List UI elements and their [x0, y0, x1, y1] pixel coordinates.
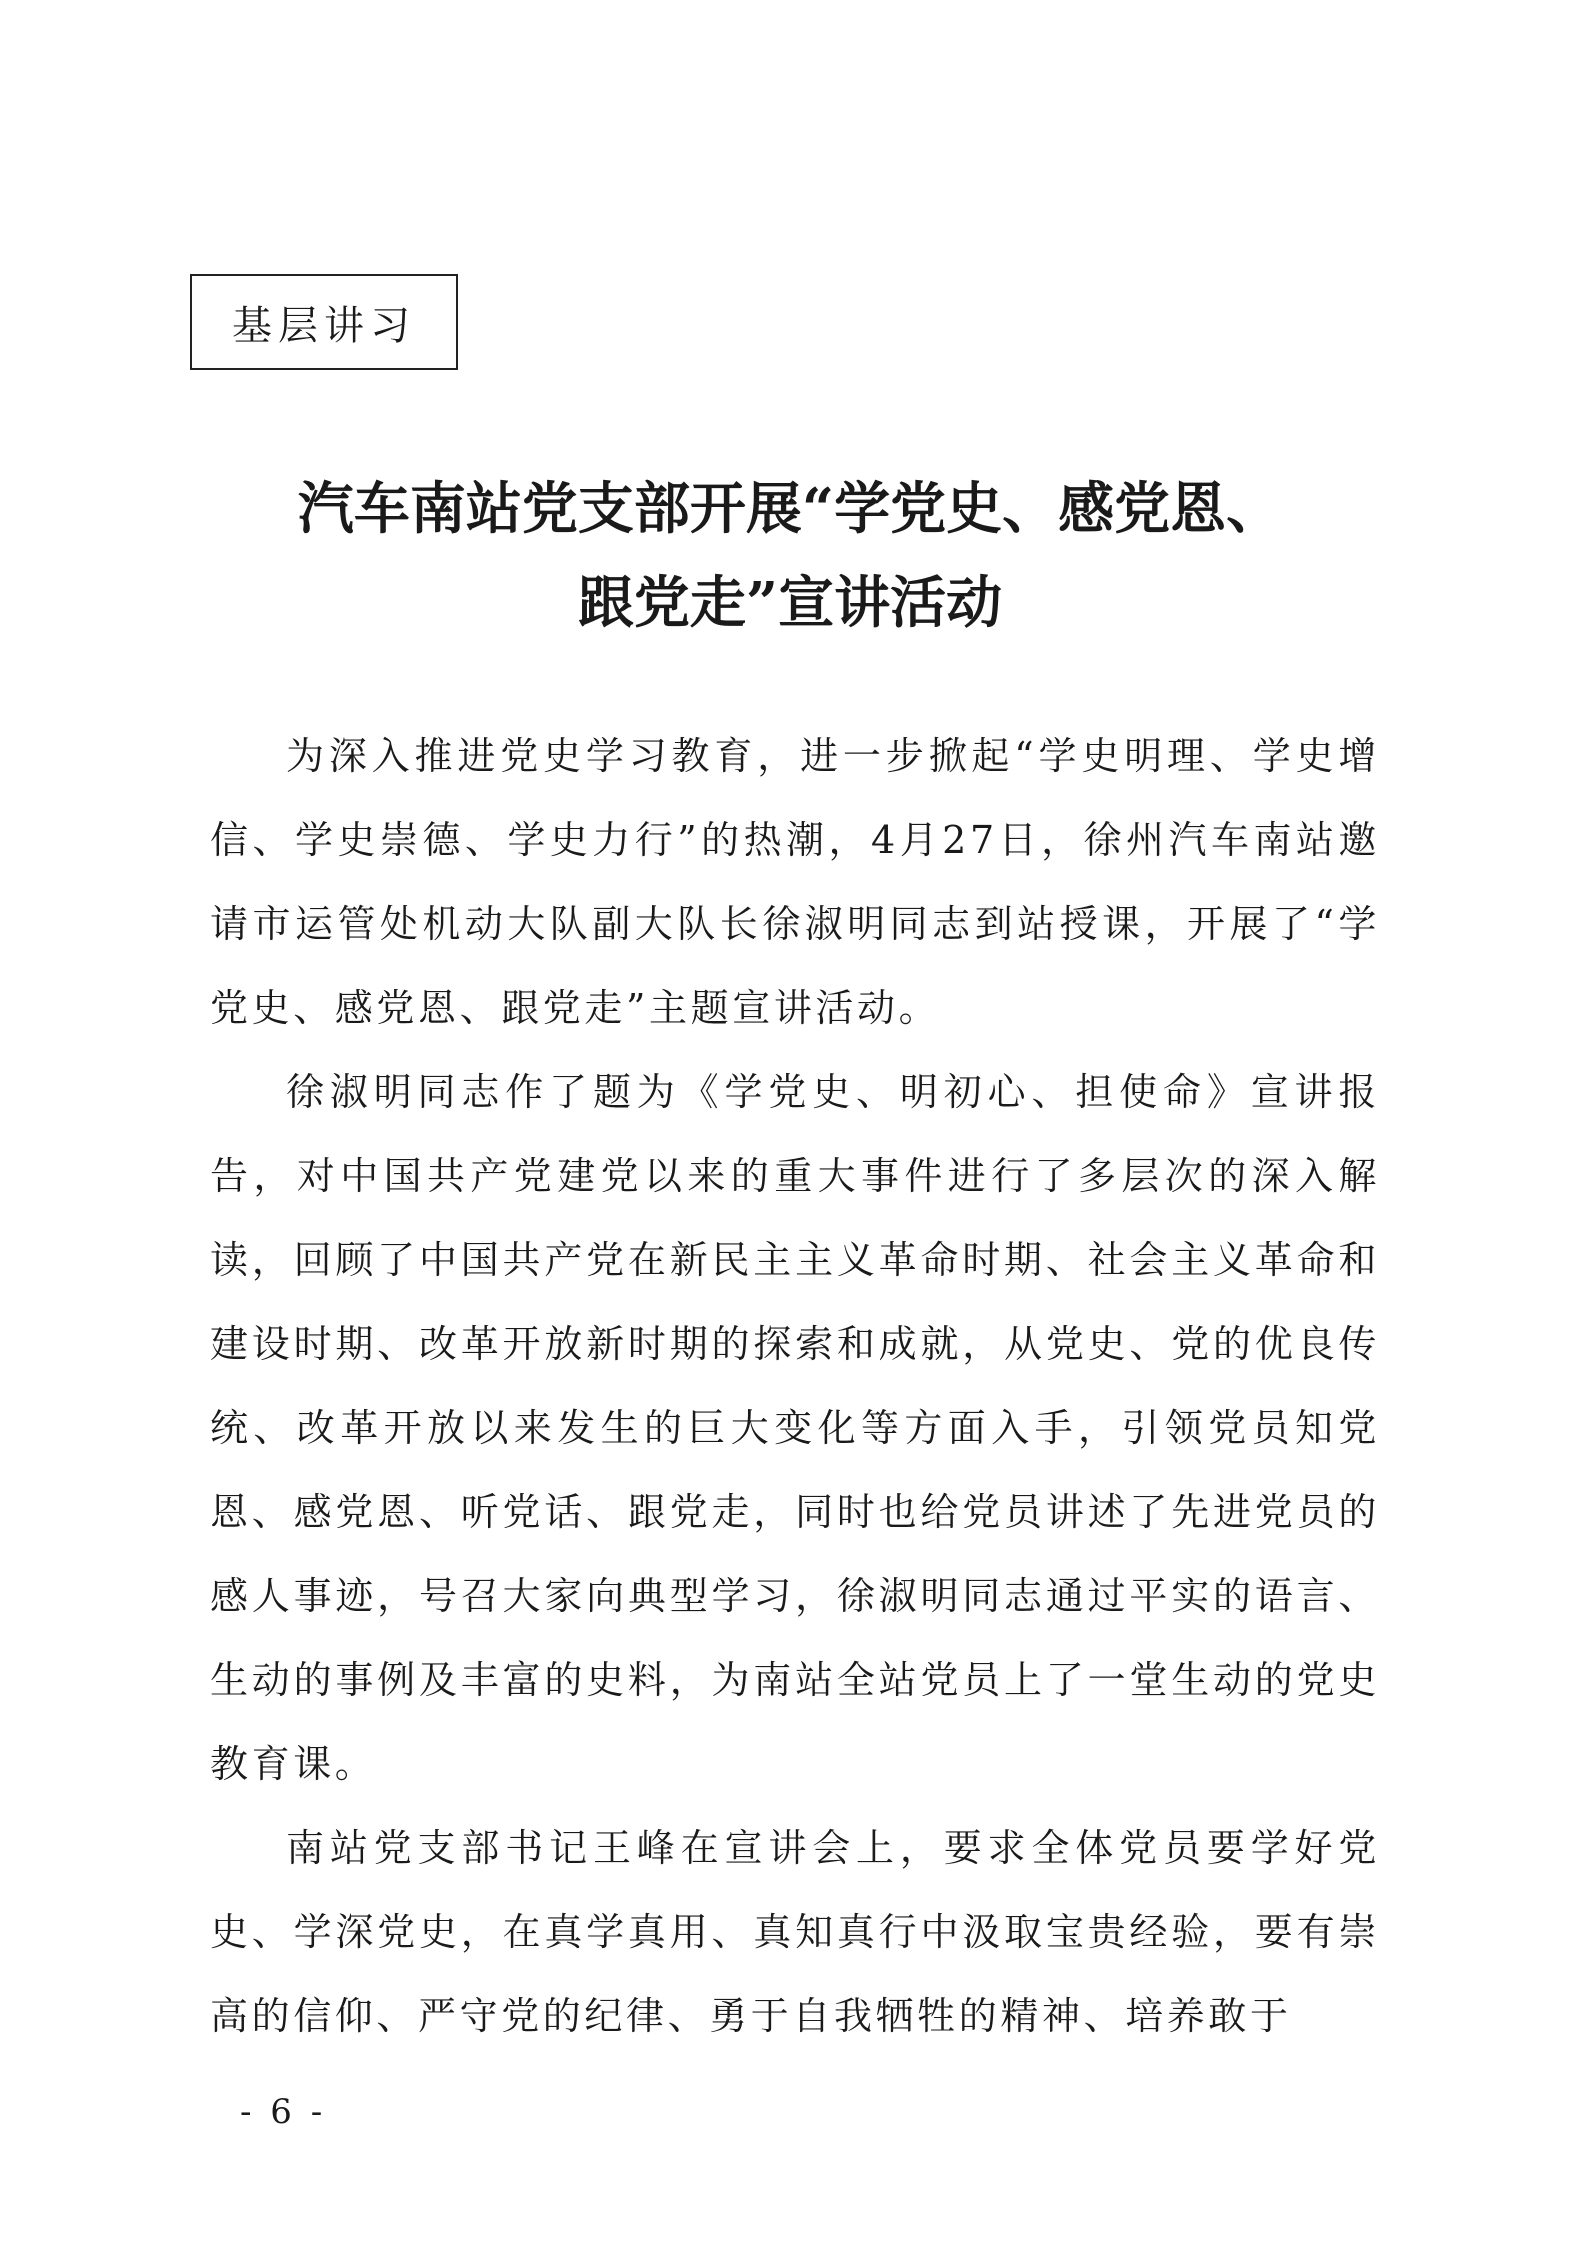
- body-paragraph-2: 徐淑明同志作了题为《学党史、明初心、担使命》宣讲报告，对中国共产党建党以来的重大事件进行了多层次的深入解读，回顾了中国共产党在新民主主义革命时期、社会主义革命和建设时期、改革开放新时期的探索和成就，从党史、党的优良传统、改革开放以来发生的巨大变化等方面入手，引领党员知党恩、感党恩、听党话、跟党走，同时也给党员讲述了先进党员的感人事迹，号召大家向典型学习，徐淑明同志通过平实的语言、生动的事例及丰富的史料，为南站全站党员上了一堂生动的党史教育课。: [210, 1070, 1380, 1786]
- article-title-line-1: 汽车南站党支部开展“学党史、感党恩、: [297, 476, 1283, 542]
- page-number: - 6 -: [240, 2092, 327, 2132]
- body-paragraph-3: 南站党支部书记王峰在宣讲会上，要求全体党员要学好党史、学深党史，在真学真用、真知真行中汲取宝贵经验，要有崇高的信仰、严守党的纪律、勇于自我牺牲的精神、培养敢于: [210, 1826, 1380, 2038]
- section-label-box: [190, 274, 458, 370]
- body-paragraph-1: 为深入推进党史学习教育，进一步掀起“学史明理、学史增信、学史崇德、学史力行”的热潮，4月27日，徐州汽车南站邀请市运管处机动大队副大队长徐淑明同志到站授课，开展了“学党史、感党恩、跟党走”主题宣讲活动。: [210, 734, 1380, 1030]
- section-label: 基层讲习: [232, 302, 416, 349]
- article-body: [210, 714, 1380, 2058]
- article-title: [200, 462, 1380, 650]
- article-title-line-2: 跟党走”宣讲活动: [577, 570, 1003, 636]
